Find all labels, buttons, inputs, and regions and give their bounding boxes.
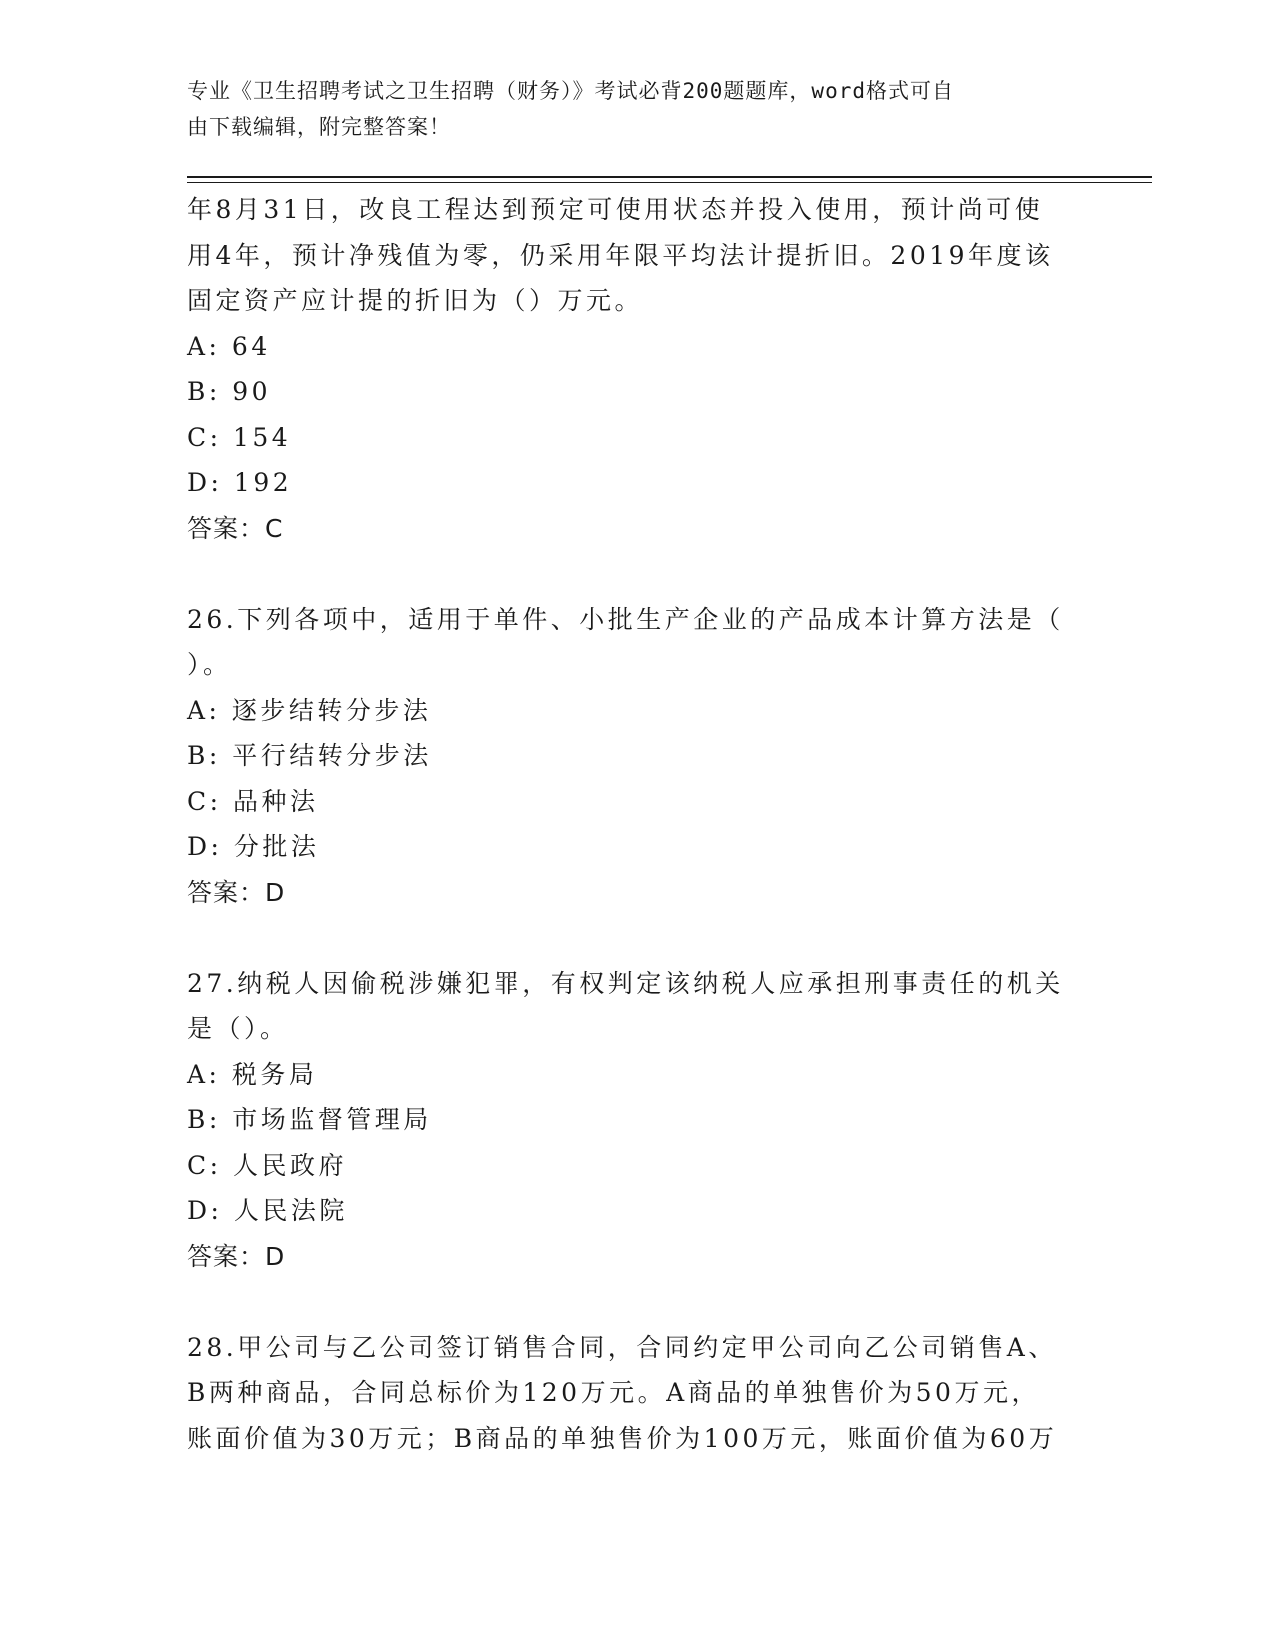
question-text-line: ）。 bbox=[187, 650, 232, 679]
header-title-line-1: 专业《卫生招聘考试之卫生招聘（财务）》考试必背200题题库，word格式可自 bbox=[187, 79, 954, 103]
question-content bbox=[187, 187, 1087, 1461]
header-rule-thick bbox=[187, 176, 1152, 178]
option-b: B: 平行结转分步法 bbox=[187, 741, 432, 770]
option-b: B: 90 bbox=[187, 377, 272, 406]
question-text-line: 账面价值为30万元；B商品的单独售价为100万元，账面价值为60万 bbox=[187, 1423, 1058, 1453]
question-text-line: B两种商品，合同总标价为120万元。A商品的单独售价为50万元， bbox=[187, 1378, 1040, 1407]
question-27-block bbox=[187, 961, 1087, 1280]
page-header bbox=[187, 73, 1067, 145]
question-spacer bbox=[187, 551, 1087, 597]
option-b: B: 市场监督管理局 bbox=[187, 1105, 432, 1134]
option-d: D: 分批法 bbox=[187, 832, 320, 861]
header-rule-thin bbox=[187, 182, 1152, 183]
question-text-line: 用4年，预计净残值为零，仍采用年限平均法计提折旧。2019年度该 bbox=[187, 240, 1054, 270]
header-title-line-2: 由下载编辑，附完整答案！ bbox=[187, 115, 451, 139]
option-d: D: 192 bbox=[187, 468, 293, 497]
option-c: C: 品种法 bbox=[187, 786, 319, 816]
question-28-block bbox=[187, 1325, 1087, 1462]
question-spacer bbox=[187, 1279, 1087, 1325]
option-a: A: 税务局 bbox=[187, 1059, 318, 1089]
question-26-block bbox=[187, 597, 1087, 916]
answer-line: 答案：C bbox=[187, 513, 284, 543]
question-spacer bbox=[187, 915, 1087, 961]
option-a: A: 64 bbox=[187, 331, 271, 361]
option-d: D: 人民法院 bbox=[187, 1196, 348, 1225]
answer-line: 答案：D bbox=[187, 1241, 286, 1271]
question-text-line: 是（）。 bbox=[187, 1014, 289, 1043]
option-c: C: 154 bbox=[187, 422, 292, 452]
question-text-line: 年8月31日，改良工程达到预定可使用状态并投入使用，预计尚可使 bbox=[187, 195, 1044, 224]
option-c: C: 人民政府 bbox=[187, 1150, 347, 1180]
question-text-line: 固定资产应计提的折旧为（）万元。 bbox=[187, 286, 644, 315]
question-text-line: 26.下列各项中，适用于单件、小批生产企业的产品成本计算方法是（ bbox=[187, 604, 1064, 634]
option-a: A: 逐步结转分步法 bbox=[187, 695, 432, 725]
question-text-line: 28.甲公司与乙公司签订销售合同，合同约定甲公司向乙公司销售A、 bbox=[187, 1332, 1057, 1362]
answer-line: 答案：D bbox=[187, 877, 286, 907]
question-text-line: 27.纳税人因偷税涉嫌犯罪，有权判定该纳税人应承担刑事责任的机关 bbox=[187, 968, 1064, 998]
question-25-block bbox=[187, 187, 1087, 551]
